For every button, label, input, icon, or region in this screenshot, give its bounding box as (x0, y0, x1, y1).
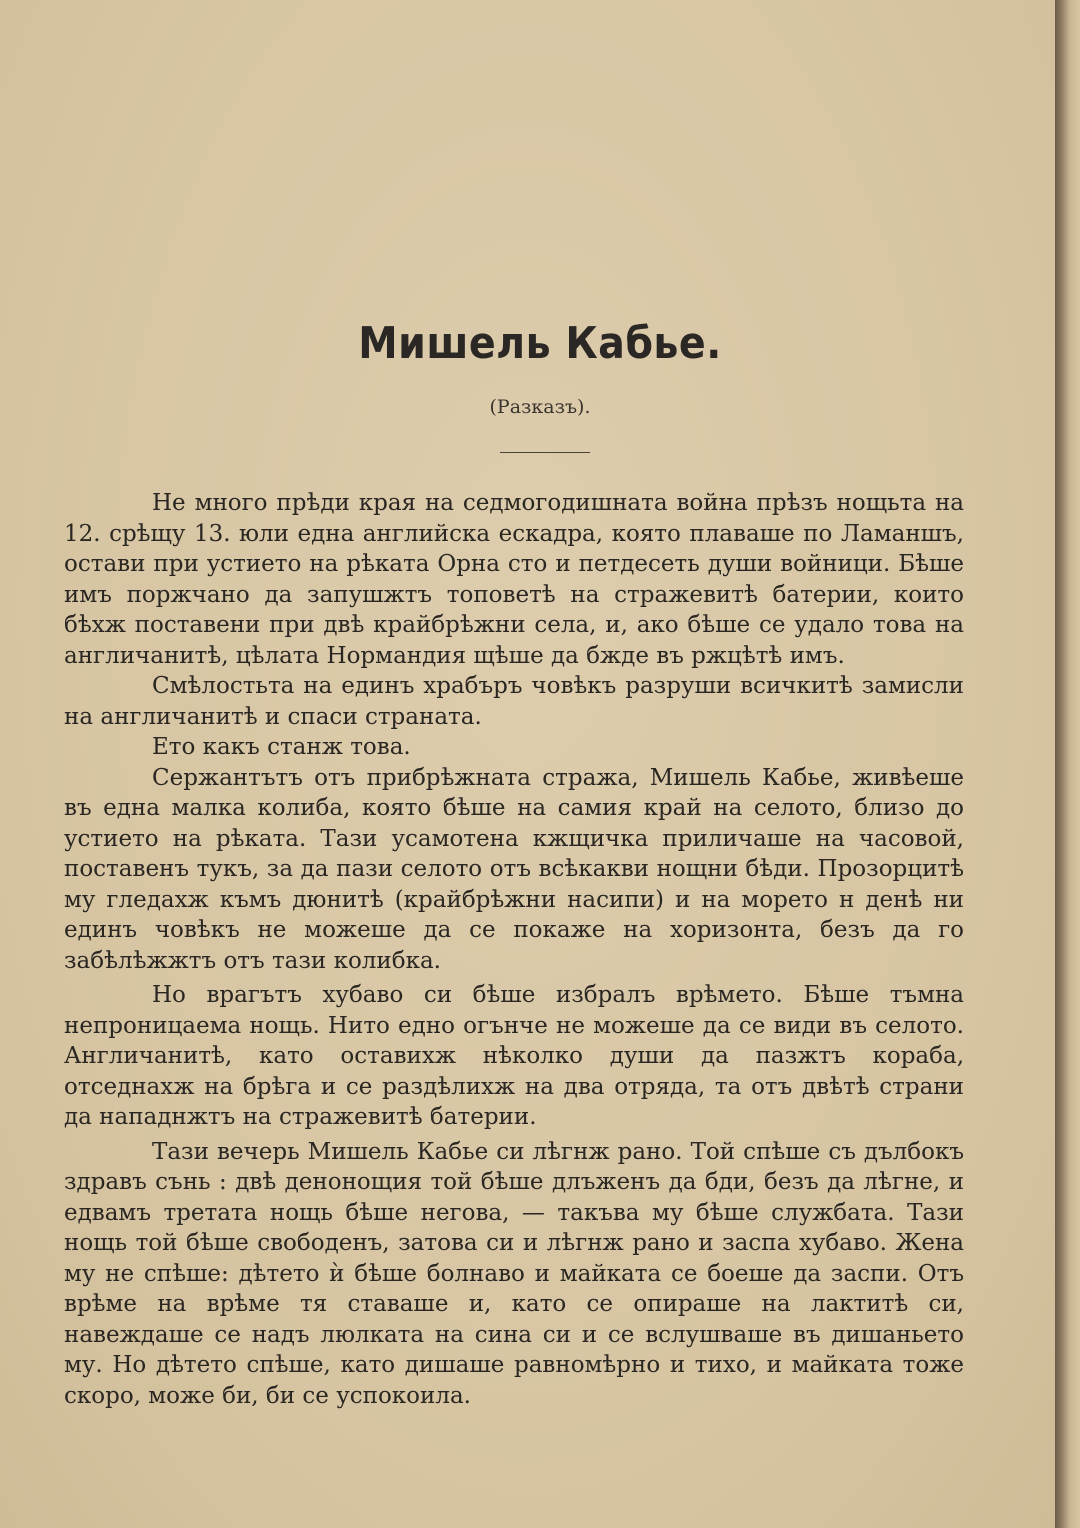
paragraph-3: Ето какъ станж това. (152, 734, 411, 760)
story-subtitle: (Разказъ). (489, 396, 591, 418)
story-title: Мишель Кабье. (358, 318, 722, 369)
paragraph-1: Не много прѣди края на седмогодишната война прѣзъ нощьта на 12. срѣщу 13. юли една английска ескадра, която плаваше по Ламаншъ, остави при устието на рѣката Орна сто и петдесеть души войници. Бѣше имъ поржчано да запушжтъ топоветѣ на стражевитѣ батерии, които бѣхж поставени при двѣ крайбрѣжни села, и, ако бѣше се удало това на англичанитѣ, цѣлата Нормандия щѣше да бжде въ ржцѣтѣ имъ. (64, 490, 964, 669)
paragraph-2: Смѣлостьта на единъ храбъръ човѣкъ разруши всичкитѣ замисли на англичанитѣ и спаси страната. (64, 673, 964, 730)
story-body (64, 488, 964, 1411)
title-divider (500, 452, 590, 453)
paragraph-5: Но врагътъ хубаво си бѣше избралъ врѣмето. Бѣше тъмна непроницаема нощь. Нито едно огънче не можеше да се види въ селото. Англичанитѣ, като оставихж нѣколко души да пазжтъ кораба, отседнахж на брѣга и се раздѣлихж на два отряда, та отъ двѣтѣ страни да нападнжтъ на стражевитѣ батерии. (64, 982, 964, 1130)
paragraph-6: Тази вечерь Мишель Кабье си лѣгнж рано. Той спѣше съ дълбокъ здравъ сънь : двѣ денонощия той бѣше длъженъ да бди, безъ да лѣгне, и едвамъ третата нощь бѣше негова, — такъва му бѣше службата. Тази нощь той бѣше свободенъ, затова си и лѣгнж рано и заспа хубаво. Жена му не спѣше: дѣтето ѝ бѣше болнаво и майката се боеше да заспи. Отъ врѣме на врѣме тя ставаше и, като се опираше на лактитѣ си, навеждаше се надъ люлката на сина си и се вслушваше въ дишаньето му. Но дѣтето спѣше, като дишаше равномѣрно и тихо, и майката тоже скоро, може би, би се успокоила. (64, 1138, 964, 1409)
page-gutter-shadow (1055, 0, 1080, 1528)
paragraph-4: Сержантътъ отъ прибрѣжната стража, Мишель Кабье, живѣеше въ една малка колиба, която бѣше на самия край на селото, близо до устието на рѣката. Тази усамотена кжщичка приличаше на часовой, поставенъ тукъ, за да пази селото отъ всѣкакви нощни бѣди. Прозорцитѣ му гледахж къмъ дюнитѣ (крайбрѣжни насипи) и на морето н денѣ ни единъ човѣкъ не можеше да се покаже на хоризонта, безъ да го забѣлѣжжтъ отъ тази колибка. (64, 764, 964, 974)
